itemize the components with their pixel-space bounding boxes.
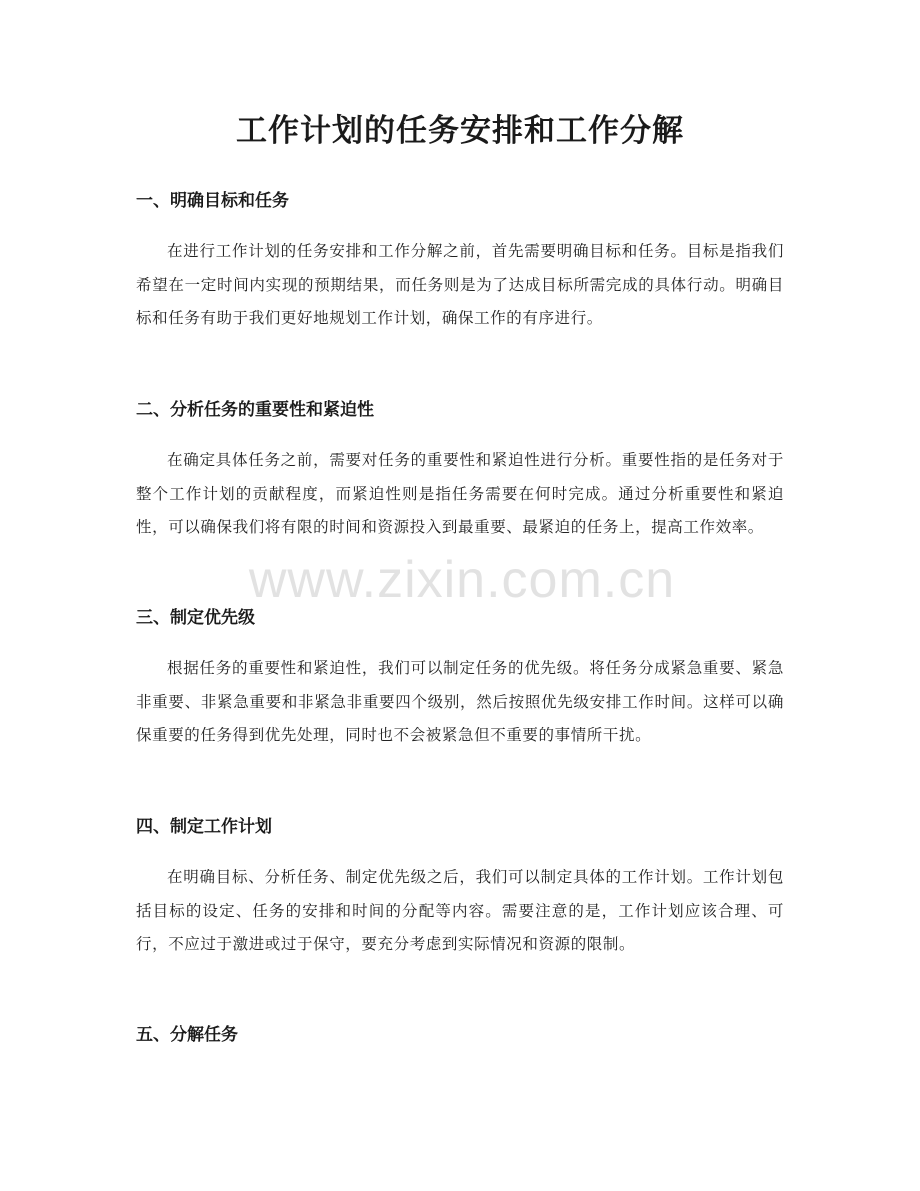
section-paragraph-1: 在进行工作计划的任务安排和工作分解之前，首先需要明确目标和任务。目标是指我们希望在一定时间内实现的预期结果，而任务则是为了达成目标所需完成的具体行动。明确目标和任务有助于我们更好地规划工作计划，确保工作的有序进行。 — [136, 242, 784, 327]
page-title: 工作计划的任务安排和工作分解 — [236, 113, 684, 149]
section-paragraph-4: 在明确目标、分析任务、制定优先级之后，我们可以制定具体的工作计划。工作计划包括目标的设定、任务的安排和时间的分配等内容。需要注意的是，工作计划应该合理、可行，不应过于激进或过于保守，要充分考虑到实际情况和资源的限制。 — [136, 868, 784, 953]
section-heading-1: 一、明确目标和任务 — [136, 191, 289, 211]
section-paragraph-2: 在确定具体任务之前，需要对任务的重要性和紧迫性进行分析。重要性指的是任务对于整个工作计划的贡献程度，而紧迫性则是指任务需要在何时完成。通过分析重要性和紧迫性，可以确保我们将有限的时间和资源投入到最重要、最紧迫的任务上，提高工作效率。 — [136, 451, 784, 536]
section-heading-4: 四、制定工作计划 — [136, 817, 272, 837]
section-heading-3: 三、制定优先级 — [136, 608, 255, 628]
section-heading-5: 五、分解任务 — [136, 1025, 238, 1045]
watermark: www.zixin.com.cn — [248, 551, 676, 609]
section-heading-2: 二、分析任务的重要性和紧迫性 — [136, 400, 374, 420]
section-paragraph-3: 根据任务的重要性和紧迫性，我们可以制定任务的优先级。将任务分成紧急重要、紧急非重要、非紧急重要和非紧急非重要四个级别，然后按照优先级安排工作时间。这样可以确保重要的任务得到优先处理，同时也不会被紧急但不重要的事情所干扰。 — [136, 659, 784, 744]
